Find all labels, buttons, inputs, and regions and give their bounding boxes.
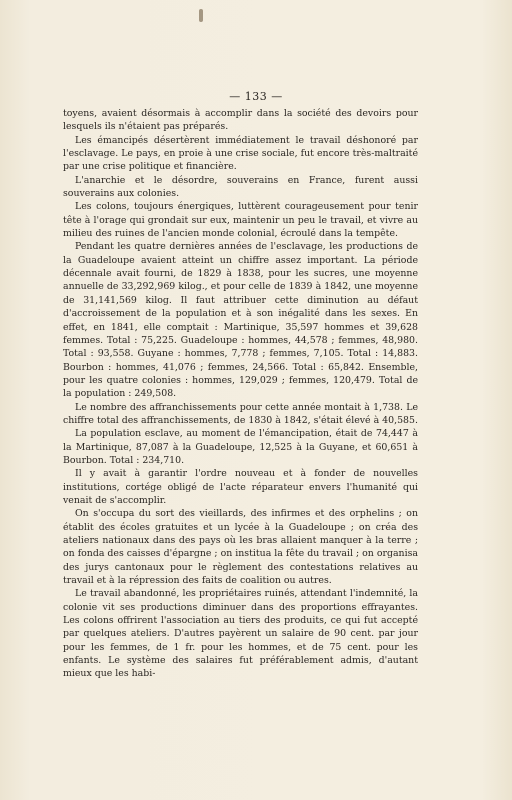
paragraph: Pendant les quatre dernières années de l'esclavage, les productions de la Guadeloupe avaient atteint un chiffre assez important. La période décennale avait fourni, de 1829 à 1838, pour les sucres, une moyenne annuelle de 33,292,969 kilog., et pour celle de 1839 à 1842, une moyenne de 31,141,569 kilog. Il faut attribuer cette diminution au défaut d'accroissement de la population et à son inégalité dans les sexes. En effet, en 1841, elle comptait : Martinique, 35,597 hommes et 39,628 femmes. Total : 75,225. Guadeloupe : hommes, 44,578 ; femmes, 48,980. Total : 93,558. Guyane : hommes, 7,778 ; femmes, 7,105. Total : 14,883. Bourbon : hommes, 41,076 ; femmes, 24,566. Total : 65,842. Ensemble, pour les quatre colonies : hommes, 129,029 ; femmes, 120,479. Total de la population : 249,508. xyxy=(63,241,418,400)
page-number: — 133 — xyxy=(229,90,283,103)
paragraph: Le nombre des affranchissements pour cette année montait à 1,738. Le chiffre total des affranchissements, de 1830 à 1842, s'était élevé à 40,585. xyxy=(63,401,418,426)
paragraph: Les colons, toujours énergiques, luttèrent courageusement pour tenir tête à l'orage qui grondait sur eux, maintenir un peu le travail, et vivre au milieu des ruines de l'ancien monde colonial, écroulé dans la tempête. xyxy=(63,201,418,240)
paragraph: On s'occupa du sort des vieillards, des infirmes et des orphelins ; on établit des écoles gratuites et un lycée à la Guadeloupe ; on créa des ateliers nationaux dans des pays où les bras allaient manquer à la terre ; on fonda des caisses d'épargne ; on institua la fête du travail ; on organisa des jurys cantonaux pour le règlement des contestations relatives au travail et à la répression des faits de coalition ou autres. xyxy=(63,508,418,587)
paragraph: La population esclave, au moment de l'émancipation, était de 74,447 à la Martinique, 87,087 à la Guadeloupe, 12,525 à la Guyane, et 60,651 à Bourbon. Total : 234,710. xyxy=(63,428,418,466)
paragraph: toyens, avaient désormais à accomplir dans la société des devoirs pour lesquels ils n'étaient pas préparés. xyxy=(63,108,418,133)
ink-spot xyxy=(199,9,203,22)
body-text xyxy=(63,107,418,681)
paragraph: L'anarchie et le désordre, souverains en France, furent aussi souverains aux colonies. xyxy=(63,174,418,200)
paragraph: Les émancipés désertèrent immédiatement le travail déshonoré par l'esclavage. Le pays, en proie à une crise sociale, fut encore très-maltraité par une crise politique et financière. xyxy=(63,134,418,173)
paragraph: Le travail abandonné, les propriétaires ruinés, attendant l'indemnité, la colonie vit ses productions diminuer dans des proportions effrayantes. Les colons offrirent l'association au tiers des produits, ce qui fut accepté par quelques ateliers. D'autres payèrent un salaire de 90 cent. par jour pour les femmes, de 1 fr. pour les hommes, et de 75 cent. pour les enfants. Le système des salaires fut préférablement admis, d'autant mieux que les habi- xyxy=(63,588,418,680)
paragraph: Il y avait à garantir l'ordre nouveau et à fonder de nouvelles institutions, cortége obligé de l'acte réparateur envers l'humanité qui venait de s'accomplir. xyxy=(63,468,418,506)
